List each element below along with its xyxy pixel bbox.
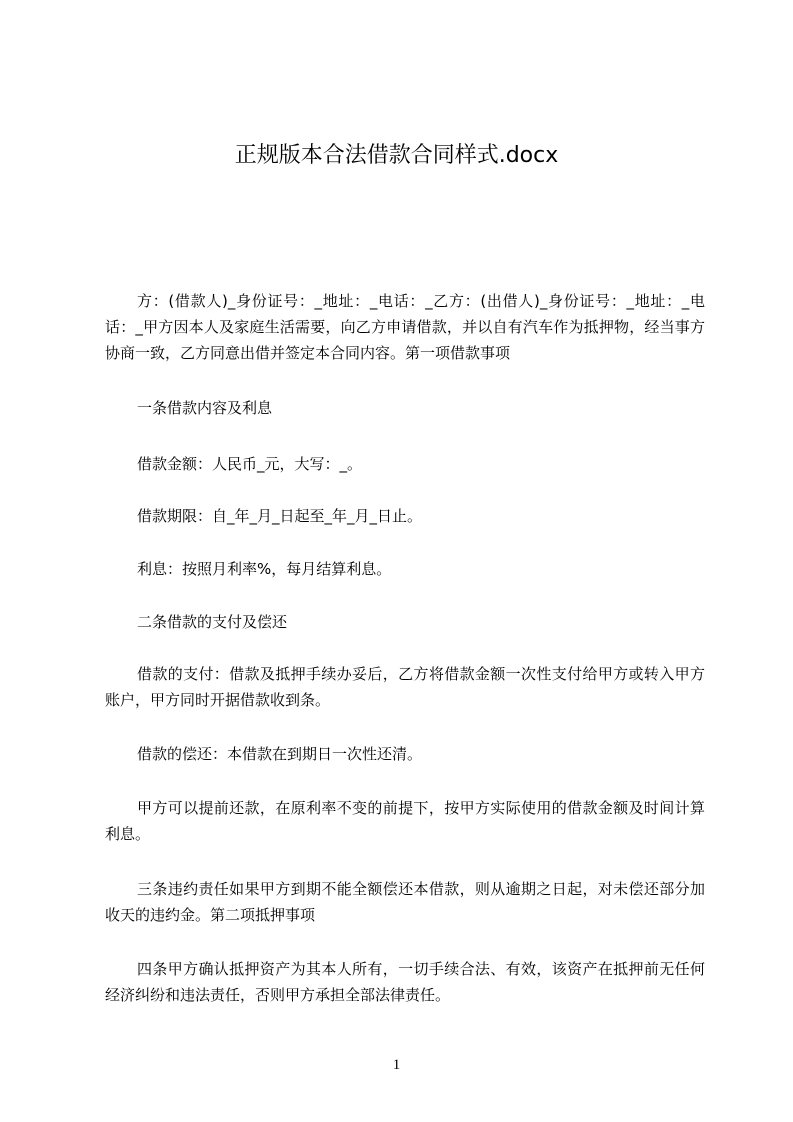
paragraph-repayment: 借款的偿还：本借款在到期日一次性还清。	[137, 745, 423, 763]
paragraph-parties: 方：(借款人)_身份证号：_地址：_电话：_乙方：(出借人)_身份证号：_地址：_电话：_甲方因本人及家庭生活需要，向乙方申请借款，并以自有汽车作为抵押物，经当事方协商一致，乙方同意出借并签定本合同内容。第一项借款事项	[105, 292, 705, 362]
paragraph-interest: 利息：按照月利率%，每月结算利息。	[137, 560, 392, 578]
paragraph-payment: 借款的支付：借款及抵押手续办妥后，乙方将借款金额一次性支付给甲方或转入甲方账户，甲方同时开据借款收到条。	[105, 665, 705, 709]
paragraph-loan-term: 借款期限：自_年_月_日起至_年_月_日止。	[137, 507, 423, 525]
paragraph-clause-3-breach: 三条违约责任如果甲方到期不能全额偿还本借款，则从逾期之日起，对未偿还部分加收天的违约金。第二项抵押事项	[105, 880, 705, 924]
paragraph-clause-4-collateral: 四条甲方确认抵押资产为其本人所有，一切手续合法、有效，该资产在抵押前无任何经济纠纷和违法责任，否则甲方承担全部法律责任。	[105, 960, 705, 1004]
paragraph-clause-2-heading: 二条借款的支付及偿还	[137, 613, 288, 631]
document-title: 正规版本合法借款合同样式.docx	[234, 143, 559, 168]
page-number: 1	[392, 1057, 401, 1073]
paragraph-loan-amount: 借款金额：人民币_元，大写：_。	[137, 455, 363, 473]
paragraph-clause-1-heading: 一条借款内容及利息	[137, 399, 273, 417]
paragraph-early-repayment: 甲方可以提前还款，在原利率不变的前提下，按甲方实际使用的借款金额及时间计算利息。	[105, 799, 705, 843]
